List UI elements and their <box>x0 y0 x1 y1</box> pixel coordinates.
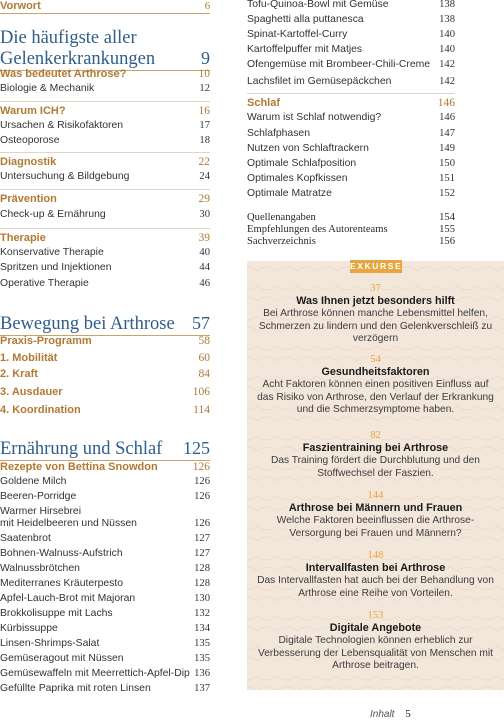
toc-entry <box>247 158 455 170</box>
toc-entry <box>247 29 455 41</box>
entry-page: 155 <box>439 224 455 235</box>
entry-label: Spinat-Kartoffel-Curry <box>247 29 348 40</box>
entry-label: Was bedeutet Arthrose? <box>0 68 127 80</box>
toc-topic <box>247 224 455 236</box>
excursion-title: Faszientraining bei Arthrose <box>302 442 449 454</box>
chapter-heading <box>0 313 210 334</box>
entry-page: 29 <box>198 193 210 205</box>
entry-label: Operative Therapie <box>0 278 89 289</box>
entry-label: 2. Kraft <box>0 368 38 380</box>
toc-topic <box>0 105 210 117</box>
entry-label: 1. Mobilität <box>0 352 58 364</box>
toc-topic <box>0 156 210 168</box>
toc-entry <box>0 83 210 95</box>
toc-entry <box>0 548 210 560</box>
chapter-line <box>0 48 210 69</box>
excursion-item <box>247 430 504 480</box>
entry-page: 44 <box>199 262 210 273</box>
toc-entry <box>247 112 455 124</box>
wave-line <box>247 687 504 690</box>
entry-page: 147 <box>439 128 455 139</box>
entry-page: 136 <box>194 668 210 679</box>
entry-label: Konservative Therapie <box>0 247 104 258</box>
toc-entry <box>0 209 210 221</box>
toc-topic <box>247 212 455 224</box>
toc-entry <box>247 44 455 56</box>
entry-label: Schlafphasen <box>247 128 310 139</box>
toc-entry <box>0 608 210 620</box>
entry-page: 58 <box>198 335 210 347</box>
excursion-page: 144 <box>367 490 384 501</box>
entry-page: 142 <box>439 59 455 70</box>
entry-page: 16 <box>198 105 210 117</box>
toc-entry <box>247 59 455 71</box>
entry-page: 30 <box>199 209 210 220</box>
entry-label: Praxis-Programm <box>0 335 92 347</box>
toc-entry <box>0 278 210 290</box>
entry-page: 152 <box>439 188 455 199</box>
entry-label: Empfehlungen des Autorenteams <box>247 224 388 235</box>
toc-entry <box>247 0 455 11</box>
toc-entry <box>0 593 210 605</box>
toc-entry <box>0 563 210 575</box>
entry-page: 146 <box>437 97 455 109</box>
entry-label: Goldene Milch <box>0 476 67 487</box>
toc-entry <box>0 518 210 530</box>
toc-entry <box>0 578 210 590</box>
entry-label: Rezepte von Bettina Snowdon <box>0 461 158 473</box>
entry-page: 140 <box>439 29 455 40</box>
entry-label: Saatenbrot <box>0 533 51 544</box>
entry-label: Optimale Schlafposition <box>247 158 357 169</box>
entry-label: Quellenangaben <box>247 212 316 223</box>
entry-label: Spritzen und Injektionen <box>0 262 112 273</box>
excursion-item <box>247 354 504 417</box>
entry-label: Tofu-Quinoa-Bowl mit Gemüse <box>247 0 389 10</box>
entry-label: Biologie & Mechanik <box>0 83 95 94</box>
toc-topic <box>0 352 210 364</box>
entry-label: Osteoporose <box>0 135 60 146</box>
entry-page: 142 <box>439 76 455 87</box>
chapter-heading <box>0 438 210 459</box>
entry-page: 138 <box>439 0 455 10</box>
chapter-line <box>0 313 210 334</box>
entry-label: 4. Koordination <box>0 404 81 416</box>
entry-page: 60 <box>198 352 210 364</box>
excursion-page: 153 <box>367 610 384 621</box>
excursion-page: 148 <box>367 550 384 561</box>
toc-topic <box>0 193 210 205</box>
excursion-item <box>247 283 504 346</box>
section-divider <box>0 101 210 102</box>
entry-page: 150 <box>439 158 455 169</box>
entry-page: 126 <box>192 461 210 473</box>
entry-page: 106 <box>192 386 210 398</box>
toc-topic <box>0 0 210 13</box>
entry-label: Optimales Kopfkissen <box>247 173 348 184</box>
entry-page: 126 <box>194 518 210 529</box>
toc-entry <box>247 188 455 200</box>
toc-entry <box>0 120 210 132</box>
entry-page: 17 <box>199 120 210 131</box>
chapter-page: 125 <box>183 438 210 458</box>
entry-page: 24 <box>199 171 210 182</box>
entry-label: Gemüsewaffeln mit Meerrettich-Apfel-Dip <box>0 668 190 679</box>
toc-entry <box>0 653 210 665</box>
entry-page: 127 <box>194 548 210 559</box>
entry-label: Prävention <box>0 193 57 205</box>
chapter-title: Gelenkerkrankungen <box>0 49 156 69</box>
toc-topic <box>0 335 210 347</box>
entry-label: Schlaf <box>247 97 281 109</box>
entry-label: 3. Ausdauer <box>0 386 63 398</box>
entry-rule <box>0 13 210 14</box>
entry-label: Check-up & Ernährung <box>0 209 106 220</box>
toc-topic <box>0 404 210 416</box>
entry-label: Gemüseragout mit Nüssen <box>0 653 124 664</box>
toc-entry <box>0 247 210 259</box>
excursion-title: Gesundheitsfaktoren <box>321 366 430 378</box>
entry-page: 156 <box>439 236 455 247</box>
excursion-desc: Digitale Technologien können erheblich zur Verbesserung der Lebensqualität von Menschen mit Arthrose beitragen. <box>257 635 494 671</box>
toc-entry <box>247 14 455 26</box>
entry-label: Kürbissuppe <box>0 623 58 634</box>
excursion-desc: Acht Faktoren können einen positiven Einfluss auf das Risiko von Arthrose, den Verlauf der Erkrankung und die Schmerzsymptome haben. <box>257 379 494 415</box>
entry-page: 149 <box>439 143 455 154</box>
entry-label: Beeren-Porridge <box>0 491 77 502</box>
toc-topic <box>0 368 210 380</box>
entry-label: Therapie <box>0 232 46 244</box>
page-number: 5 <box>405 708 411 720</box>
excursion-page: 37 <box>370 283 381 294</box>
entry-label: Untersuchung & Bildgebung <box>0 171 130 182</box>
toc-entry <box>0 683 210 695</box>
entry-page: 39 <box>198 232 210 244</box>
toc-entry <box>0 533 210 545</box>
entry-page: 126 <box>194 476 210 487</box>
chapter-title: Ernährung und Schlaf <box>0 439 163 459</box>
toc-entry <box>247 76 455 88</box>
wave-line <box>247 346 504 350</box>
toc-entry <box>0 491 210 503</box>
entry-page: 126 <box>194 491 210 502</box>
section-divider <box>0 228 210 229</box>
excursions-badge: EXKURSE <box>350 261 403 271</box>
section-divider <box>0 152 210 153</box>
entry-label: Lachsfilet im Gemüsepäckchen <box>247 76 392 87</box>
entry-label: Ursachen & Risikofaktoren <box>0 120 124 131</box>
entry-label: Gefüllte Paprika mit roten Linsen <box>0 683 151 694</box>
section-divider <box>0 189 210 190</box>
entry-label: mit Heidelbeeren und Nüssen <box>0 518 137 529</box>
toc-topic <box>0 232 210 244</box>
excursion-title: Arthrose bei Männern und Frauen <box>288 502 463 514</box>
entry-page: 135 <box>194 653 210 664</box>
chapter-page: 57 <box>192 313 210 333</box>
entry-label: Kartoffelpuffer mit Matjes <box>247 44 363 55</box>
entry-page: 10 <box>198 68 210 80</box>
toc-entry <box>247 143 455 155</box>
excursion-desc: Das Training fördert die Durchblutung und den Stoffwechsel der Faszien. <box>271 455 480 479</box>
entry-label: Linsen-Shrimps-Salat <box>0 638 100 649</box>
entry-page: 128 <box>194 578 210 589</box>
entry-label: Warum ist Schlaf notwendig? <box>247 112 382 123</box>
entry-label: Apfel-Lauch-Brot mit Majoran <box>0 593 136 604</box>
entry-label: Nutzen von Schlaftrackern <box>247 143 369 154</box>
section-divider <box>247 93 455 94</box>
entry-page: 84 <box>198 368 210 380</box>
excursion-desc: Bei Arthrose können manche Lebensmittel helfen, Schmerzen zu lindern und den Gelenkverschleiß zu verzögern <box>258 308 493 344</box>
chapter-page: 9 <box>201 48 210 68</box>
excursion-item <box>247 490 504 540</box>
entry-label: Bohnen-Walnuss-Aufstrich <box>0 548 123 559</box>
excursion-item <box>247 610 504 673</box>
entry-label: Warum ICH? <box>0 105 66 117</box>
toc-entry <box>0 262 210 274</box>
entry-label: Walnussbrötchen <box>0 563 80 574</box>
entry-page: 130 <box>194 593 210 604</box>
entry-page: 138 <box>439 14 455 25</box>
excursion-item <box>247 550 504 600</box>
entry-page: 127 <box>194 533 210 544</box>
entry-page: 151 <box>439 173 455 184</box>
entry-page: 12 <box>199 83 210 94</box>
entry-page: 114 <box>193 404 210 416</box>
excursion-page: 54 <box>370 354 381 365</box>
entry-page: 140 <box>439 44 455 55</box>
chapter-heading <box>0 28 210 69</box>
toc-topic <box>247 236 455 248</box>
entry-page: 18 <box>199 135 210 146</box>
toc-entry <box>0 476 210 488</box>
entry-page: 135 <box>194 638 210 649</box>
chapter-title: Bewegung bei Arthrose <box>0 314 175 334</box>
toc-entry <box>0 638 210 650</box>
toc-topic <box>247 97 455 109</box>
toc-entry <box>247 128 455 140</box>
chapter-line <box>0 28 210 48</box>
excursion-page: 82 <box>370 430 381 441</box>
entry-page: 46 <box>199 278 210 289</box>
entry-label: Ofengemüse mit Brombeer-Chili-Creme <box>247 59 431 70</box>
toc-entry <box>0 668 210 680</box>
entry-page: 134 <box>194 623 210 634</box>
entry-label: Vorwort <box>0 0 41 12</box>
entry-page: 128 <box>194 563 210 574</box>
toc-entry <box>0 506 210 518</box>
footer-label: Inhalt <box>370 709 395 720</box>
toc-entry <box>0 623 210 635</box>
entry-label: Warmer Hirsebrei <box>0 506 82 517</box>
entry-page: 154 <box>439 212 455 223</box>
chapter-line <box>0 438 210 459</box>
toc-entry <box>0 135 210 147</box>
toc-entry <box>247 173 455 185</box>
entry-label: Optimale Matratze <box>247 188 332 199</box>
entry-label: Sachverzeichnis <box>247 236 316 247</box>
entry-label: Diagnostik <box>0 156 57 168</box>
page-footer <box>370 708 411 720</box>
excursion-desc: Welche Faktoren beeinflussen die Arthrose-Versorgung bei Frauen und Männern? <box>276 515 475 539</box>
entry-label: Mediterranes Kräuterpesto <box>0 578 124 589</box>
entry-page: 22 <box>198 156 210 168</box>
entry-page: 137 <box>194 683 210 694</box>
toc-topic <box>0 461 210 473</box>
entry-label: Spaghetti alla puttanesca <box>247 14 364 25</box>
toc-topic <box>0 386 210 398</box>
entry-label: Brokkolisuppe mit Lachs <box>0 608 113 619</box>
wave-line <box>247 676 504 680</box>
entry-page: 6 <box>204 1 210 12</box>
toc-topic <box>0 68 210 80</box>
chapter-title: Die häufigste aller <box>0 28 137 48</box>
excursion-desc: Das Intervallfasten hat auch bei der Behandlung von Arthrose eine Reihe von Vorteilen. <box>257 575 494 599</box>
excursion-title: Was Ihnen jetzt besonders hilft <box>296 295 455 307</box>
entry-page: 146 <box>439 112 455 123</box>
entry-page: 40 <box>199 247 210 258</box>
entry-page: 132 <box>194 608 210 619</box>
excursion-title: Intervallfasten bei Arthrose <box>305 562 446 574</box>
excursion-title: Digitale Angebote <box>329 622 422 634</box>
wave-line <box>247 417 504 421</box>
toc-entry <box>0 171 210 183</box>
